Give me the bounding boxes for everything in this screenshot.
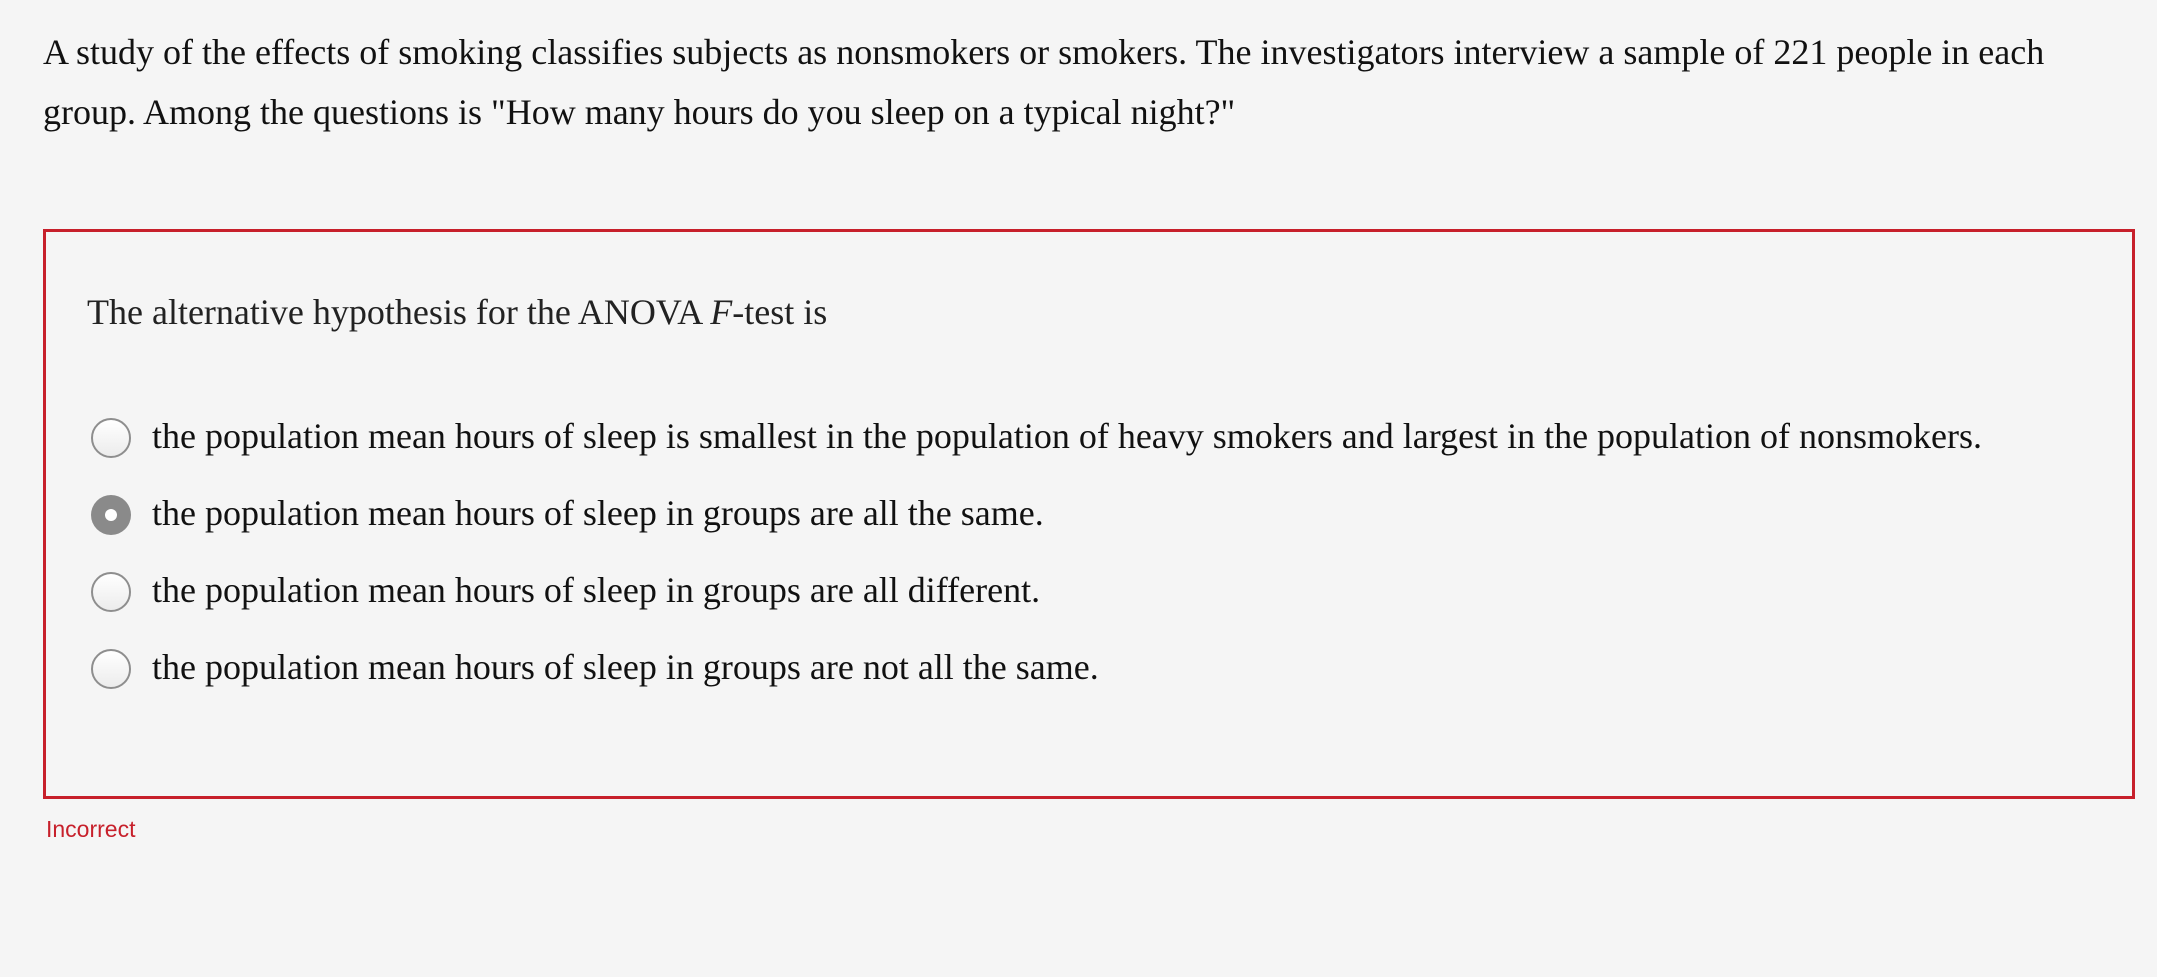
answer-option-label: the population mean hours of sleep in groups are all different. <box>152 570 1041 610</box>
question-prompt <box>87 288 827 336</box>
radio-button[interactable] <box>91 418 131 458</box>
prompt-text-end: -test is <box>732 292 828 332</box>
answer-options <box>46 407 2132 696</box>
question-stem: A study of the effects of smoking classifies subjects as nonsmokers or smokers. The investigators interview a sample of 221 people in each group. Among the questions is "How many hours do you sleep on a typical night?" <box>43 32 2045 132</box>
prompt-text-start: The alternative hypothesis for the ANOVA <box>87 292 711 332</box>
prompt-variable: F <box>710 292 733 332</box>
answer-option-label: the population mean hours of sleep in groups are all the same. <box>152 493 1044 533</box>
question-box <box>43 229 2135 799</box>
radio-button-selected[interactable] <box>91 495 131 535</box>
feedback-status: Incorrect <box>46 816 136 842</box>
radio-button[interactable] <box>91 572 131 612</box>
answer-option-label: the population mean hours of sleep is smallest in the population of heavy smokers and largest in the population of nonsmokers. <box>152 416 1983 456</box>
answer-option-label: the population mean hours of sleep in groups are not all the same. <box>152 647 1099 687</box>
radio-button[interactable] <box>91 649 131 689</box>
answer-option[interactable] <box>46 561 2132 619</box>
answer-option[interactable] <box>46 484 2132 542</box>
answer-option[interactable] <box>46 638 2132 696</box>
answer-option[interactable] <box>46 407 2132 465</box>
